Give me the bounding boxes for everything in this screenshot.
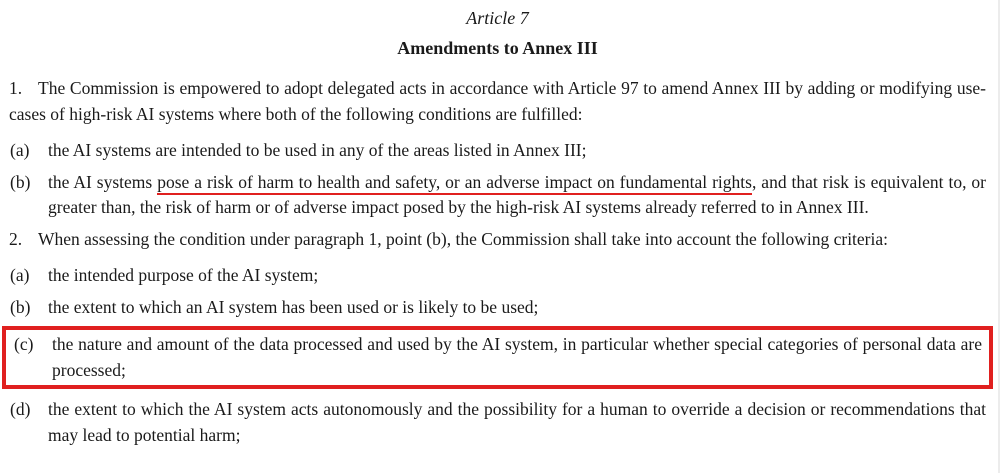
list2-item-a-marker: (a) — [10, 265, 30, 285]
paragraph-2-text: When assessing the condition under paragraph 1, point (b), the Commission shall take into account the following criteria: — [38, 228, 889, 249]
red-underline-annotation: pose a risk of harm to health and safety, or an adverse impact on fundamental rights — [157, 172, 752, 195]
list2-item-a-text: the intended purpose of the AI system; — [48, 265, 319, 285]
paragraph-2-number: 2. — [9, 228, 23, 249]
paragraph-1-text: The Commission is empowered to adopt delegated acts in accordance with Article 97 to amend Annex III by adding or modifying use-cases of high-risk AI systems where both of the following conditions are fulfilled: — [9, 78, 986, 124]
article-subtitle: Amendments to Annex III — [397, 38, 598, 58]
list2-item-c-marker: (c) — [14, 334, 34, 354]
list1-item-a-marker: (a) — [10, 140, 30, 160]
list2-item-b-marker: (b) — [10, 296, 31, 317]
red-highlight-box — [2, 326, 993, 389]
list2-item-b — [9, 295, 986, 321]
list1-item-a — [9, 138, 986, 164]
list1-item-b-text-pre: the AI systems — [48, 171, 158, 192]
article-title: Article 7 — [466, 8, 529, 28]
list1-item-b-marker: (b) — [10, 171, 31, 192]
list2-item-c-text: the nature and amount of the data processed and used by the AI system, in particular whether special categories of personal data are processed; — [52, 334, 982, 380]
list2-item-c — [13, 332, 982, 383]
list2-item-d — [9, 397, 986, 448]
list1-item-b — [9, 170, 986, 221]
list2-item-b-text: the extent to which an AI system has been used or is likely to be used; — [48, 296, 539, 317]
list1-item-a-text: the AI systems are intended to be used in any of the areas listed in Annex III; — [48, 140, 587, 160]
list2-item-d-text: the extent to which the AI system acts autonomously and the possibility for a human to override a decision or recommendations that may lead to potential harm; — [48, 399, 986, 445]
list2-item-d-marker: (d) — [10, 399, 31, 419]
list2-item-a — [9, 263, 986, 289]
paragraph-1-number: 1. — [9, 78, 23, 98]
list1-item-b-text-post: , and that risk is equivalent to, or greater than, the risk of harm or of adverse impact posed by the high-risk AI systems already referred to in Annex III. — [48, 171, 986, 217]
paragraph-1 — [9, 76, 986, 127]
paragraph-2 — [9, 227, 986, 253]
